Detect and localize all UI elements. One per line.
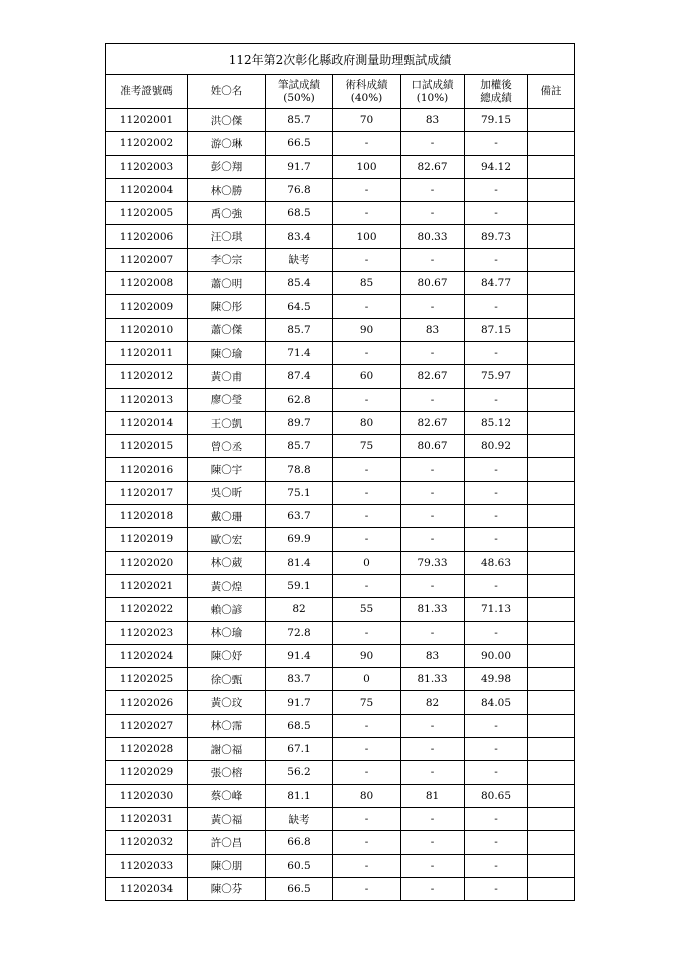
table-row <box>106 202 575 225</box>
cell-id: 11202004 <box>106 178 188 201</box>
cell-name: 林〇霈 <box>188 714 266 737</box>
cell-written-score: 60.5 <box>266 854 333 877</box>
cell-name: 林〇勝 <box>188 178 266 201</box>
cell-written-score: 91.7 <box>266 691 333 714</box>
cell-name: 陳〇彤 <box>188 295 266 318</box>
cell-name: 曾〇丞 <box>188 435 266 458</box>
cell-total-score: 80.92 <box>465 435 528 458</box>
table-row <box>106 155 575 178</box>
cell-id: 11202019 <box>106 528 188 551</box>
header-tech-weight: (40%) <box>350 91 383 104</box>
table-row <box>106 178 575 201</box>
cell-id: 11202007 <box>106 248 188 271</box>
cell-oral-score: - <box>401 831 465 854</box>
table-row <box>106 295 575 318</box>
cell-oral-score: 82.67 <box>401 411 465 434</box>
cell-id: 11202028 <box>106 738 188 761</box>
cell-tech-score: - <box>333 481 401 504</box>
cell-total-score: - <box>465 388 528 411</box>
cell-oral-score: - <box>401 202 465 225</box>
cell-oral-score: 82.67 <box>401 365 465 388</box>
cell-name: 游〇琳 <box>188 132 266 155</box>
cell-name: 許〇昌 <box>188 831 266 854</box>
cell-note <box>528 761 575 784</box>
cell-name: 黃〇福 <box>188 807 266 830</box>
cell-total-score: 85.12 <box>465 411 528 434</box>
cell-name: 林〇葳 <box>188 551 266 574</box>
cell-tech-score: - <box>333 458 401 481</box>
cell-tech-score: 55 <box>333 598 401 621</box>
cell-note <box>528 341 575 364</box>
cell-note <box>528 784 575 807</box>
cell-oral-score: - <box>401 248 465 271</box>
cell-oral-score: - <box>401 877 465 900</box>
cell-total-score: - <box>465 831 528 854</box>
cell-tech-score: 0 <box>333 668 401 691</box>
table-row <box>106 644 575 667</box>
cell-total-score: - <box>465 202 528 225</box>
cell-id: 11202020 <box>106 551 188 574</box>
table-row <box>106 877 575 900</box>
cell-note <box>528 435 575 458</box>
cell-id: 11202034 <box>106 877 188 900</box>
cell-written-score: 66.5 <box>266 877 333 900</box>
cell-total-score: 80.65 <box>465 784 528 807</box>
cell-name: 禹〇強 <box>188 202 266 225</box>
cell-total-score: - <box>465 505 528 528</box>
cell-name: 蔡〇峰 <box>188 784 266 807</box>
cell-written-score: 68.5 <box>266 202 333 225</box>
cell-note <box>528 738 575 761</box>
cell-oral-score: - <box>401 761 465 784</box>
cell-written-score: 76.8 <box>266 178 333 201</box>
cell-oral-score: 82 <box>401 691 465 714</box>
header-tech <box>333 75 401 109</box>
cell-note <box>528 877 575 900</box>
cell-id: 11202024 <box>106 644 188 667</box>
cell-id: 11202017 <box>106 481 188 504</box>
cell-note <box>528 202 575 225</box>
cell-note <box>528 411 575 434</box>
cell-written-score: 56.2 <box>266 761 333 784</box>
table-row <box>106 668 575 691</box>
table-row <box>106 481 575 504</box>
cell-oral-score: - <box>401 388 465 411</box>
cell-tech-score: - <box>333 248 401 271</box>
cell-note <box>528 807 575 830</box>
cell-total-score: - <box>465 761 528 784</box>
title-row <box>106 44 575 75</box>
cell-written-score: 82 <box>266 598 333 621</box>
header-total-label-1: 加權後 <box>480 78 512 91</box>
cell-total-score: 75.97 <box>465 365 528 388</box>
cell-id: 11202014 <box>106 411 188 434</box>
cell-total-score: - <box>465 178 528 201</box>
cell-note <box>528 691 575 714</box>
cell-tech-score: - <box>333 202 401 225</box>
cell-total-score: - <box>465 341 528 364</box>
header-total-label-2: 總成績 <box>480 91 512 104</box>
cell-tech-score: - <box>333 505 401 528</box>
cell-name: 李〇宗 <box>188 248 266 271</box>
cell-name: 黃〇玟 <box>188 691 266 714</box>
cell-written-score: 66.8 <box>266 831 333 854</box>
cell-name: 歐〇宏 <box>188 528 266 551</box>
cell-note <box>528 714 575 737</box>
cell-name: 張〇榕 <box>188 761 266 784</box>
cell-note <box>528 621 575 644</box>
cell-id: 11202018 <box>106 505 188 528</box>
cell-oral-score: - <box>401 738 465 761</box>
cell-id: 11202021 <box>106 574 188 597</box>
cell-tech-score: 100 <box>333 225 401 248</box>
table-row <box>106 714 575 737</box>
table-row <box>106 738 575 761</box>
cell-oral-score: - <box>401 458 465 481</box>
cell-oral-score: 83 <box>401 318 465 341</box>
cell-oral-score: - <box>401 295 465 318</box>
cell-total-score: - <box>465 854 528 877</box>
cell-note <box>528 668 575 691</box>
cell-written-score: 67.1 <box>266 738 333 761</box>
table-body <box>106 109 575 901</box>
header-oral-label: 口試成績 <box>411 78 454 91</box>
cell-oral-score: - <box>401 178 465 201</box>
table-row <box>106 761 575 784</box>
cell-tech-score: - <box>333 621 401 644</box>
cell-id: 11202015 <box>106 435 188 458</box>
cell-oral-score: 81.33 <box>401 668 465 691</box>
cell-note <box>528 598 575 621</box>
cell-name: 蕭〇明 <box>188 272 266 295</box>
cell-name: 汪〇琪 <box>188 225 266 248</box>
cell-written-score: 72.8 <box>266 621 333 644</box>
table-row <box>106 831 575 854</box>
cell-total-score: 90.00 <box>465 644 528 667</box>
cell-id: 11202029 <box>106 761 188 784</box>
cell-tech-score: - <box>333 528 401 551</box>
cell-name: 蕭〇傑 <box>188 318 266 341</box>
table-row <box>106 365 575 388</box>
header-written-weight: (50%) <box>283 91 315 104</box>
cell-total-score: - <box>465 738 528 761</box>
cell-written-score: 缺考 <box>266 807 333 830</box>
cell-id: 11202027 <box>106 714 188 737</box>
cell-tech-score: 90 <box>333 644 401 667</box>
table-row <box>106 225 575 248</box>
header-oral <box>401 75 465 109</box>
cell-total-score: 94.12 <box>465 155 528 178</box>
cell-written-score: 66.5 <box>266 132 333 155</box>
cell-id: 11202033 <box>106 854 188 877</box>
cell-note <box>528 318 575 341</box>
header-note: 備註 <box>528 75 575 109</box>
header-total <box>465 75 528 109</box>
cell-written-score: 87.4 <box>266 365 333 388</box>
cell-total-score: - <box>465 877 528 900</box>
cell-note <box>528 644 575 667</box>
cell-tech-score: - <box>333 807 401 830</box>
cell-total-score: - <box>465 574 528 597</box>
cell-tech-score: - <box>333 574 401 597</box>
cell-total-score: 48.63 <box>465 551 528 574</box>
cell-written-score: 缺考 <box>266 248 333 271</box>
cell-name: 徐〇甄 <box>188 668 266 691</box>
cell-oral-score: 83 <box>401 644 465 667</box>
cell-total-score: - <box>465 458 528 481</box>
cell-name: 彭〇翔 <box>188 155 266 178</box>
cell-written-score: 85.7 <box>266 435 333 458</box>
cell-written-score: 59.1 <box>266 574 333 597</box>
table-row <box>106 691 575 714</box>
cell-written-score: 62.8 <box>266 388 333 411</box>
cell-id: 11202022 <box>106 598 188 621</box>
cell-total-score: 87.15 <box>465 318 528 341</box>
cell-note <box>528 854 575 877</box>
cell-note <box>528 155 575 178</box>
cell-id: 11202005 <box>106 202 188 225</box>
table-row <box>106 505 575 528</box>
cell-oral-score: - <box>401 621 465 644</box>
cell-note <box>528 225 575 248</box>
cell-oral-score: - <box>401 854 465 877</box>
cell-tech-score: - <box>333 714 401 737</box>
cell-oral-score: 79.33 <box>401 551 465 574</box>
cell-total-score: - <box>465 528 528 551</box>
cell-total-score: 84.77 <box>465 272 528 295</box>
cell-total-score: 79.15 <box>465 109 528 132</box>
cell-oral-score: - <box>401 341 465 364</box>
table-row <box>106 807 575 830</box>
cell-written-score: 91.7 <box>266 155 333 178</box>
cell-id: 11202006 <box>106 225 188 248</box>
table-row <box>106 435 575 458</box>
table-row <box>106 784 575 807</box>
cell-written-score: 83.7 <box>266 668 333 691</box>
cell-oral-score: 83 <box>401 109 465 132</box>
cell-name: 洪〇傑 <box>188 109 266 132</box>
table-row <box>106 132 575 155</box>
cell-note <box>528 551 575 574</box>
cell-total-score: 89.73 <box>465 225 528 248</box>
cell-name: 賴〇諺 <box>188 598 266 621</box>
cell-total-score: 49.98 <box>465 668 528 691</box>
cell-tech-score: 70 <box>333 109 401 132</box>
cell-oral-score: - <box>401 574 465 597</box>
cell-id: 11202008 <box>106 272 188 295</box>
cell-note <box>528 528 575 551</box>
cell-written-score: 75.1 <box>266 481 333 504</box>
cell-oral-score: 80.67 <box>401 435 465 458</box>
cell-name: 吳〇昕 <box>188 481 266 504</box>
cell-tech-score: - <box>333 388 401 411</box>
cell-name: 黃〇甫 <box>188 365 266 388</box>
cell-id: 11202001 <box>106 109 188 132</box>
cell-oral-score: - <box>401 528 465 551</box>
cell-total-score: - <box>465 481 528 504</box>
table-row <box>106 411 575 434</box>
cell-note <box>528 505 575 528</box>
cell-note <box>528 248 575 271</box>
cell-id: 11202003 <box>106 155 188 178</box>
cell-oral-score: 80.33 <box>401 225 465 248</box>
table-row <box>106 598 575 621</box>
table-row <box>106 621 575 644</box>
header-tech-label: 術科成績 <box>345 78 388 91</box>
table-row <box>106 388 575 411</box>
cell-total-score: - <box>465 807 528 830</box>
cell-written-score: 85.7 <box>266 109 333 132</box>
cell-written-score: 85.7 <box>266 318 333 341</box>
cell-written-score: 85.4 <box>266 272 333 295</box>
cell-oral-score: 80.67 <box>401 272 465 295</box>
cell-id: 11202026 <box>106 691 188 714</box>
cell-tech-score: - <box>333 178 401 201</box>
cell-oral-score: - <box>401 714 465 737</box>
cell-name: 廖〇瑩 <box>188 388 266 411</box>
cell-note <box>528 132 575 155</box>
cell-total-score: - <box>465 248 528 271</box>
table-row <box>106 318 575 341</box>
cell-note <box>528 481 575 504</box>
table-row <box>106 854 575 877</box>
header-written <box>266 75 333 109</box>
table-row <box>106 341 575 364</box>
cell-tech-score: - <box>333 295 401 318</box>
cell-written-score: 78.8 <box>266 458 333 481</box>
cell-written-score: 81.4 <box>266 551 333 574</box>
cell-total-score: - <box>465 295 528 318</box>
cell-name: 陳〇朋 <box>188 854 266 877</box>
cell-name: 陳〇芬 <box>188 877 266 900</box>
table-row <box>106 574 575 597</box>
cell-tech-score: - <box>333 877 401 900</box>
cell-tech-score: 60 <box>333 365 401 388</box>
cell-oral-score: - <box>401 132 465 155</box>
cell-id: 11202032 <box>106 831 188 854</box>
cell-id: 11202013 <box>106 388 188 411</box>
header-id: 准考證號碼 <box>106 75 188 109</box>
cell-oral-score: 82.67 <box>401 155 465 178</box>
cell-tech-score: - <box>333 738 401 761</box>
cell-tech-score: - <box>333 132 401 155</box>
cell-written-score: 64.5 <box>266 295 333 318</box>
cell-tech-score: 0 <box>333 551 401 574</box>
page-title: 112年第2次彰化縣政府測量助理甄試成績 <box>106 44 575 75</box>
cell-id: 11202011 <box>106 341 188 364</box>
cell-name: 戴〇珊 <box>188 505 266 528</box>
table-row <box>106 458 575 481</box>
table-row <box>106 528 575 551</box>
cell-tech-score: - <box>333 761 401 784</box>
cell-total-score: - <box>465 132 528 155</box>
cell-oral-score: - <box>401 481 465 504</box>
cell-total-score: 84.05 <box>465 691 528 714</box>
cell-name: 陳〇瑜 <box>188 341 266 364</box>
cell-total-score: - <box>465 714 528 737</box>
cell-name: 謝〇福 <box>188 738 266 761</box>
cell-id: 11202002 <box>106 132 188 155</box>
cell-name: 陳〇妤 <box>188 644 266 667</box>
cell-written-score: 69.9 <box>266 528 333 551</box>
cell-tech-score: 100 <box>333 155 401 178</box>
table-row <box>106 551 575 574</box>
cell-oral-score: 81.33 <box>401 598 465 621</box>
header-written-label: 筆試成績 <box>278 78 320 91</box>
cell-total-score: - <box>465 621 528 644</box>
cell-name: 黃〇煌 <box>188 574 266 597</box>
cell-note <box>528 388 575 411</box>
cell-name: 陳〇宇 <box>188 458 266 481</box>
cell-oral-score: - <box>401 807 465 830</box>
cell-tech-score: - <box>333 341 401 364</box>
score-table <box>105 43 575 901</box>
cell-note <box>528 831 575 854</box>
cell-written-score: 68.5 <box>266 714 333 737</box>
cell-oral-score: - <box>401 505 465 528</box>
cell-id: 11202009 <box>106 295 188 318</box>
table-row <box>106 272 575 295</box>
header-oral-weight: (10%) <box>416 91 449 104</box>
cell-id: 11202031 <box>106 807 188 830</box>
cell-note <box>528 109 575 132</box>
table-row <box>106 248 575 271</box>
cell-total-score: 71.13 <box>465 598 528 621</box>
cell-note <box>528 458 575 481</box>
cell-written-score: 89.7 <box>266 411 333 434</box>
cell-note <box>528 365 575 388</box>
cell-tech-score: 75 <box>333 691 401 714</box>
cell-id: 11202025 <box>106 668 188 691</box>
cell-tech-score: 80 <box>333 411 401 434</box>
header-name: 姓〇名 <box>188 75 266 109</box>
cell-id: 11202030 <box>106 784 188 807</box>
cell-note <box>528 272 575 295</box>
cell-oral-score: 81 <box>401 784 465 807</box>
cell-id: 11202016 <box>106 458 188 481</box>
cell-note <box>528 178 575 201</box>
cell-id: 11202012 <box>106 365 188 388</box>
cell-written-score: 71.4 <box>266 341 333 364</box>
cell-written-score: 91.4 <box>266 644 333 667</box>
cell-tech-score: - <box>333 831 401 854</box>
header-row <box>106 75 575 109</box>
cell-note <box>528 295 575 318</box>
cell-written-score: 63.7 <box>266 505 333 528</box>
cell-name: 王〇凱 <box>188 411 266 434</box>
cell-tech-score: 85 <box>333 272 401 295</box>
cell-id: 11202023 <box>106 621 188 644</box>
cell-tech-score: 75 <box>333 435 401 458</box>
cell-name: 林〇瑜 <box>188 621 266 644</box>
table-row <box>106 109 575 132</box>
cell-written-score: 83.4 <box>266 225 333 248</box>
cell-tech-score: - <box>333 854 401 877</box>
cell-tech-score: 80 <box>333 784 401 807</box>
cell-tech-score: 90 <box>333 318 401 341</box>
cell-id: 11202010 <box>106 318 188 341</box>
cell-written-score: 81.1 <box>266 784 333 807</box>
cell-note <box>528 574 575 597</box>
